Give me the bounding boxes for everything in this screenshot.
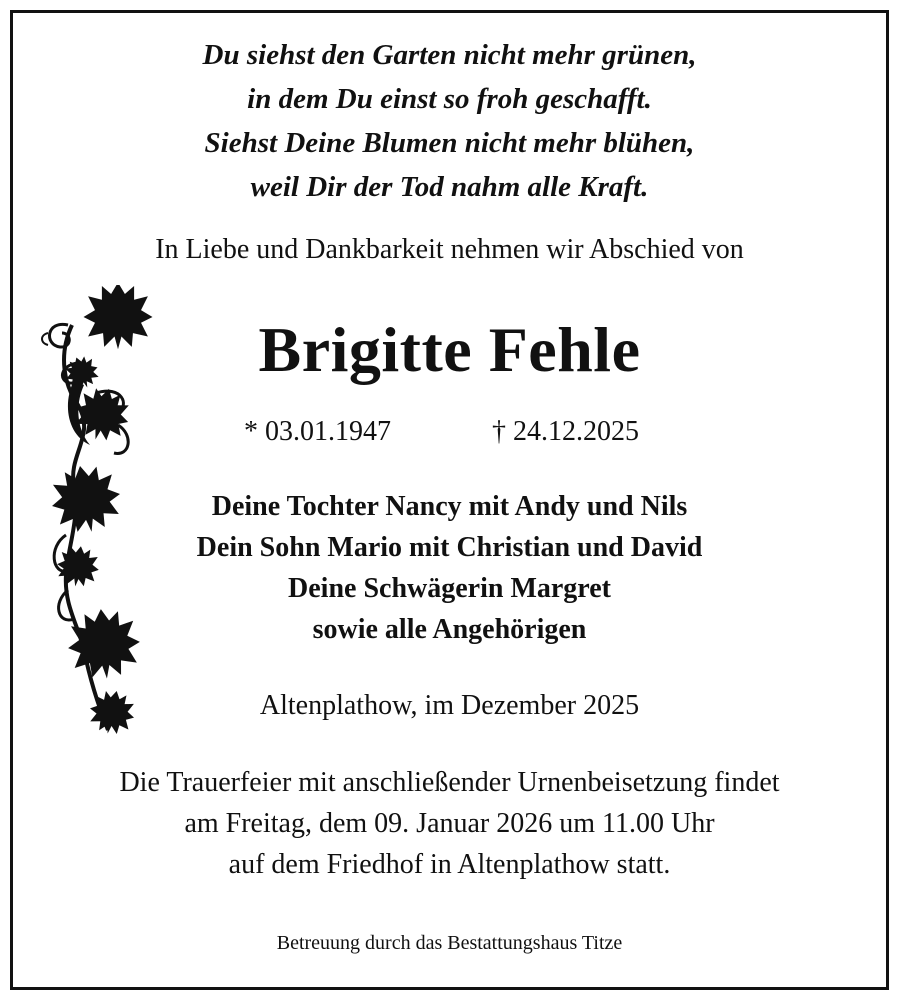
ceremony-line: am Freitag, dem 09. Januar 2026 um 11.00 Uhr [184,808,715,839]
poem [0,33,899,209]
poem-line: Du siehst den Garten nicht mehr grünen, [202,39,697,71]
grapevine-ornament-icon [38,285,158,740]
poem-line: weil Dir der Tod nahm alle Kraft. [250,171,649,203]
birth-date: * 03.01.1947 [244,416,391,447]
ceremony-line: Die Trauerfeier mit anschließender Urnenbeisetzung findet [119,767,780,798]
ceremony-line: auf dem Friedhof in Altenplathow statt. [228,849,671,880]
death-date: † 24.12.2025 [492,416,639,447]
ceremony-info [0,762,899,885]
poem-line: in dem Du einst so froh geschafft. [247,83,652,115]
survivor-line: Dein Sohn Mario mit Christian und David [196,532,703,563]
funeral-home-credit: Betreuung durch das Bestattungshaus Titze [276,932,623,954]
poem-line: Siehst Deine Blumen nicht mehr blühen, [204,127,695,159]
survivor-line: Deine Schwägerin Margret [288,573,611,604]
survivor-line: sowie alle Angehörigen [312,614,587,645]
farewell-intro: In Liebe und Dankbarkeit nehmen wir Abschied von [155,234,744,265]
place-and-date: Altenplathow, im Dezember 2025 [259,690,640,721]
survivor-line: Deine Tochter Nancy mit Andy und Nils [211,491,688,522]
deceased-name: Brigitte Fehle [258,314,641,385]
